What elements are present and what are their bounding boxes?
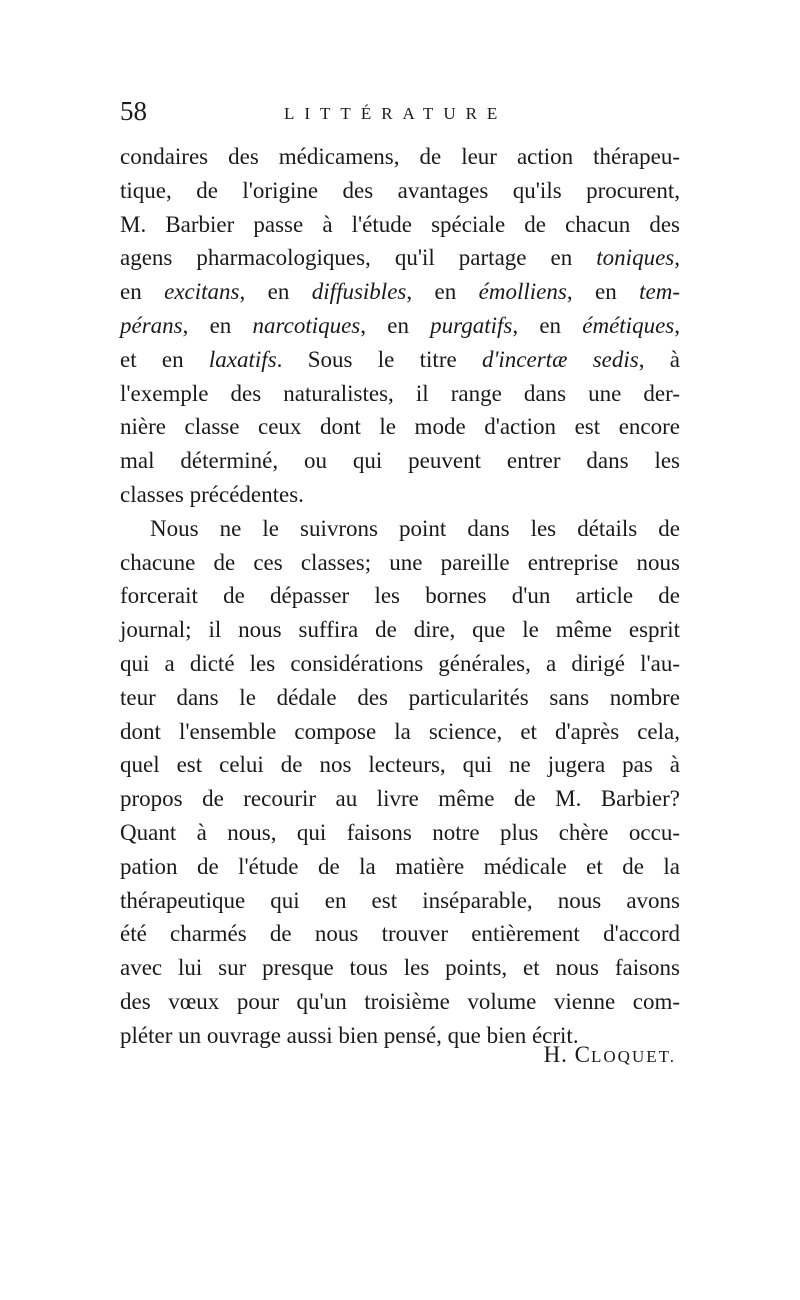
text-run: et en: [120, 346, 209, 372]
text-run: agens pharmacologiques, qu'il partage en: [120, 245, 597, 271]
italic-term: tem-: [639, 279, 680, 305]
text-line: thérapeutique qui en est inséparable, nous avons: [120, 887, 680, 913]
text-line: quel est celui de nos lecteurs, qui ne jugera pas à: [120, 752, 680, 778]
text-line: [120, 241, 680, 275]
text-run: , en: [512, 312, 583, 338]
text-line: pation de l'étude de la matière médicale et de la: [120, 853, 680, 879]
text-line: des vœux pour qu'un troisième volume vienne com-: [120, 988, 680, 1014]
text-line: classes précédentes.: [120, 481, 304, 507]
text-line: forcerait de dépasser les bornes d'un article de: [120, 583, 680, 609]
italic-term: toniques: [596, 245, 675, 271]
text-line: nière classe ceux dont le mode d'action est encore: [120, 414, 680, 440]
italic-term: pérans: [120, 312, 183, 338]
italic-term: émétiques: [582, 312, 675, 338]
running-title: LITTÉRATURE: [284, 104, 508, 123]
page-number: 58: [120, 96, 147, 126]
italic-term: narcotiques: [252, 312, 361, 338]
paragraph-1: [120, 140, 680, 512]
text-run: , en: [182, 312, 253, 338]
text-line: condaires des médicamens, de leur action thérapeu-: [120, 144, 680, 169]
italic-term: excitans: [164, 279, 240, 305]
author-signature: [120, 1038, 676, 1074]
text-line: l'exemple des naturalistes, il range dans une der-: [120, 380, 680, 406]
text-line: Nous ne le suivrons point dans les détails de: [150, 515, 680, 541]
text-line: pléter un ouvrage aussi bien pensé, que bien écrit.: [120, 1022, 579, 1048]
text-line: M. Barbier passe à l'étude spéciale de chacun des: [120, 211, 680, 237]
text-run: en: [120, 279, 165, 305]
italic-term: laxatifs: [208, 346, 277, 372]
text-line: chacune de ces classes; une pareille entreprise nous: [120, 549, 680, 575]
text-line: été charmés de nous trouver entièrement d'accord: [120, 921, 680, 947]
text-run: , en: [566, 279, 640, 305]
paragraph-2: [120, 512, 680, 1053]
italic-term: d'incertæ sedis: [482, 346, 639, 372]
signature-surname: LOQUET.: [591, 1047, 676, 1066]
text-run: ,: [674, 245, 680, 271]
text-run: . Sous le titre: [276, 346, 482, 372]
text-line: tique, de l'origine des avantages qu'ils procurent,: [120, 177, 680, 203]
signature-initial: H. C: [543, 1042, 592, 1067]
text-line: [120, 275, 680, 309]
italic-term: purgatifs: [430, 312, 513, 338]
text-run: , à: [638, 346, 680, 372]
text-line: Quant à nous, qui faisons notre plus chère occu-: [120, 819, 680, 845]
text-line: qui a dicté les considérations générales, a dirigé l'au-: [120, 650, 680, 676]
text-line: journal; il nous suffira de dire, que le même esprit: [120, 617, 680, 643]
text-line: [120, 343, 680, 377]
text-line: avec lui sur presque tous les points, et nous faisons: [120, 955, 680, 981]
text-line: teur dans le dédale des particularités sans nombre: [120, 684, 680, 710]
text-run: , en: [406, 279, 479, 305]
text-line: mal déterminé, ou qui peuvent entrer dans les: [120, 448, 680, 474]
text-run: , en: [360, 312, 431, 338]
text-line: dont l'ensemble compose la science, et d'après cela,: [120, 718, 680, 744]
text-run: , en: [239, 279, 312, 305]
text-line: propos de recourir au livre même de M. Barbier?: [120, 786, 680, 812]
text-run: ,: [674, 312, 680, 338]
body-text: [120, 140, 680, 1053]
italic-term: émolliens: [478, 279, 567, 305]
italic-term: diffusibles: [311, 279, 407, 305]
text-line: [120, 309, 680, 343]
running-head: [120, 96, 680, 132]
